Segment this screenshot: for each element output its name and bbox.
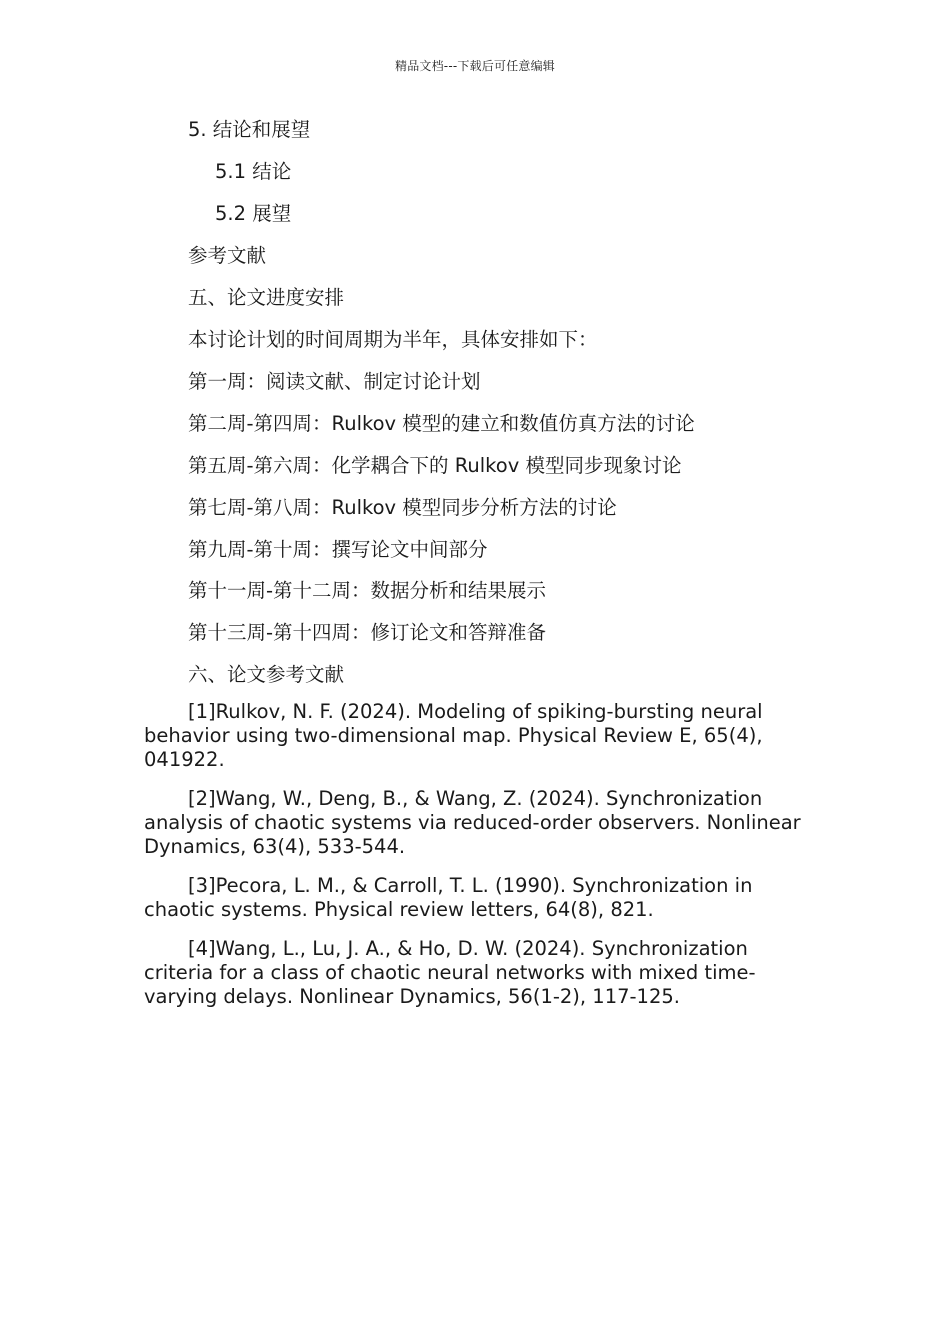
schedule-item: 第九周-第十周：撰写论文中间部分 (188, 538, 488, 561)
reference-entry: [4]Wang, L., Lu, J. A., & Ho, D. W. (2024). Synchronization criteria for a class of chaotic neural networks with mixed time-varying delays. Nonlinear Dynamics, 56(1-2), 117-125. (144, 937, 756, 1008)
outline-item-outlook-sub: 5.2 展望 (215, 202, 292, 225)
page-header: 精品文档---下载后可任意编辑 (395, 59, 555, 73)
outline-item-conclusion: 5. 结论和展望 (188, 118, 311, 141)
reference-entry: [1]Rulkov, N. F. (2024). Modeling of spiking-bursting neural behavior using two-dimensional map. Physical Review E, 65(4), 041922. (144, 700, 763, 771)
schedule-item: 第十三周-第十四周：修订论文和答辩准备 (188, 621, 547, 644)
schedule-item: 第二周-第四周：Rulkov 模型的建立和数值仿真方法的讨论 (188, 412, 695, 435)
schedule-item: 第七周-第八周：Rulkov 模型同步分析方法的讨论 (188, 496, 617, 519)
references-heading: 六、论文参考文献 (188, 663, 345, 686)
schedule-heading: 五、论文进度安排 (188, 286, 345, 309)
outline-item-references: 参考文献 (188, 244, 267, 267)
outline-item-conclusion-sub: 5.1 结论 (215, 160, 292, 183)
reference-entry: [2]Wang, W., Deng, B., & Wang, Z. (2024). Synchronization analysis of chaotic systems via reduced-order observers. Nonlinear Dynamics, 63(4), 533-544. (144, 787, 801, 858)
schedule-item: 第一周：阅读文献、制定讨论计划 (188, 370, 481, 393)
schedule-item: 第五周-第六周：化学耦合下的 Rulkov 模型同步现象讨论 (188, 454, 682, 477)
schedule-item: 第十一周-第十二周：数据分析和结果展示 (188, 579, 547, 602)
schedule-intro: 本讨论计划的时间周期为半年，具体安排如下： (188, 328, 598, 351)
reference-entry: [3]Pecora, L. M., & Carroll, T. L. (1990). Synchronization in chaotic systems. Physical review letters, 64(8), 821. (144, 874, 753, 921)
